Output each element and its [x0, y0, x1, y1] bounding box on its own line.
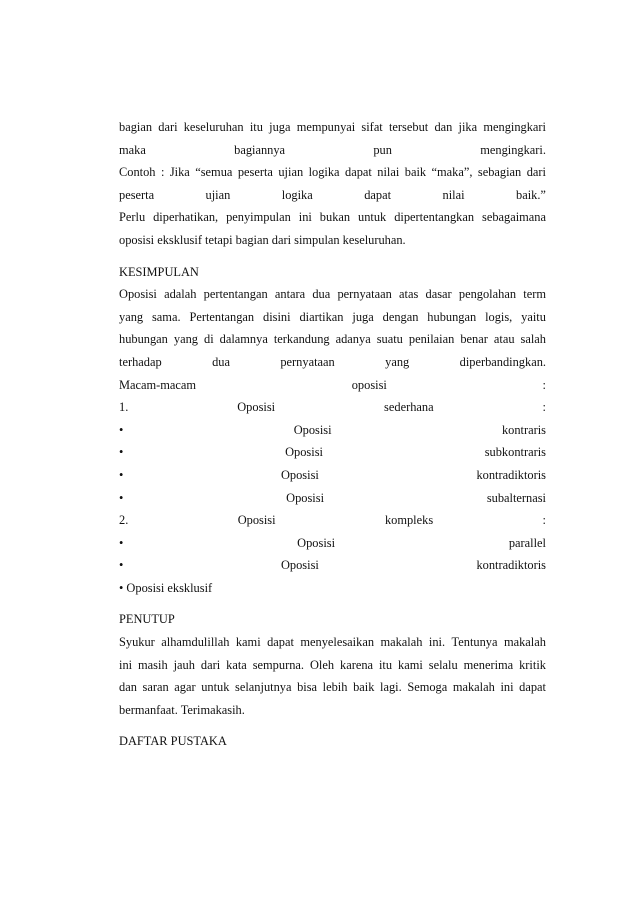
sederhana-list-item-part-2: kontradiktoris [476, 467, 546, 482]
penutup-line: Syukur alhamdulillah kami dapat menyelesaikan makalah ini. Tentunya makalah [119, 635, 546, 650]
section-heading-daftar-pustaka: DAFTAR PUSTAKA [119, 734, 227, 749]
sederhana-list-item-part-0: • [119, 467, 124, 482]
oposisi-kompleks-row-part-0: 2. [119, 513, 129, 528]
oposisi-sederhana-row [119, 396, 546, 419]
kompleks-list-item [119, 554, 546, 577]
section-heading-penutup: PENUTUP [119, 612, 175, 627]
kompleks-list-item-part-1: Oposisi [297, 535, 336, 550]
oposisi-sederhana-row-part-1: Oposisi [237, 400, 276, 415]
oposisi-kompleks-row-part-1: Oposisi [237, 513, 276, 528]
kesimpulan-line: hubungan yang di dalamnya terkandung adanya suatu penilaian benar atau salah [119, 332, 546, 347]
macam-oposisi-row-part-1: oposisi [351, 377, 387, 392]
sederhana-list-item-part-2: subkontraris [484, 445, 546, 460]
kompleks-list-item [119, 532, 546, 555]
sederhana-list-item [119, 441, 546, 464]
oposisi-kompleks-row-part-3: : [542, 513, 546, 528]
sederhana-list-item-part-0: • [119, 490, 124, 505]
oposisi-eksklusif-item: • Oposisi eksklusif [119, 580, 213, 595]
kompleks-list-item-part-2: kontradiktoris [476, 558, 546, 573]
sederhana-list-item [119, 487, 546, 510]
sederhana-list-item-part-2: subalternasi [486, 490, 546, 505]
kesimpulan-line: Oposisi adalah pertentangan antara dua pernyataan atas dasar pengolahan term [119, 287, 546, 302]
penutup-line: ini masih jauh dari kata sempurna. Oleh karena itu kami selalu menerima kritik [119, 657, 546, 672]
intro-line: Contoh : Jika “semua peserta ujian logika dapat nilai baik “maka”, sebagian dari [119, 165, 546, 180]
sederhana-list-item-part-1: Oposisi [280, 467, 319, 482]
kesimpulan-line: terhadap dua pernyataan yang diperbandingkan. [119, 354, 546, 369]
kompleks-list-item-part-0: • [119, 558, 124, 573]
oposisi-sederhana-row-part-3: : [542, 400, 546, 415]
oposisi-sederhana-row-part-2: sederhana [384, 400, 434, 415]
intro-line: oposisi eksklusif tetapi bagian dari simpulan keseluruhan. [119, 232, 406, 247]
sederhana-list-item-part-1: Oposisi [286, 490, 325, 505]
macam-oposisi-row-part-2: : [542, 377, 546, 392]
oposisi-sederhana-row-part-0: 1. [119, 400, 129, 415]
penutup-line: bermanfaat. Terimakasih. [119, 702, 245, 717]
sederhana-list-item [119, 419, 546, 442]
sederhana-list-item-part-2: kontraris [501, 422, 546, 437]
kompleks-list-item-part-0: • [119, 535, 124, 550]
sederhana-list-item-part-0: • [119, 422, 124, 437]
intro-line: bagian dari keseluruhan itu juga mempunyai sifat tersebut dan jika mengingkari [119, 120, 546, 134]
page-content [119, 116, 546, 753]
kesimpulan-line: yang sama. Pertentangan disini diartikan juga dengan hubungan logis, yaitu [119, 309, 546, 324]
sederhana-list-item-part-1: Oposisi [285, 445, 323, 460]
macam-oposisi-row [119, 374, 546, 397]
kompleks-list-item-part-2: parallel [508, 535, 546, 550]
intro-line: maka bagiannya pun mengingkari. [119, 142, 546, 157]
sederhana-list-item-part-0: • [119, 445, 124, 460]
intro-line: peserta ujian logika dapat nilai baik.” [119, 187, 546, 202]
penutup-line: dan saran agar untuk selanjutnya bisa lebih baik lagi. Semoga makalah ini dapat [119, 680, 546, 695]
oposisi-kompleks-row [119, 509, 546, 532]
kompleks-list-item-part-1: Oposisi [280, 558, 319, 573]
intro-line: Perlu diperhatikan, penyimpulan ini bukan untuk dipertentangkan sebagaimana [119, 210, 546, 225]
oposisi-kompleks-row-part-2: kompleks [384, 513, 434, 528]
sederhana-list-item [119, 464, 546, 487]
sederhana-list-item-part-1: Oposisi [293, 422, 332, 437]
section-heading-kesimpulan: KESIMPULAN [119, 264, 199, 279]
macam-oposisi-row-part-0: Macam-macam [119, 377, 197, 392]
